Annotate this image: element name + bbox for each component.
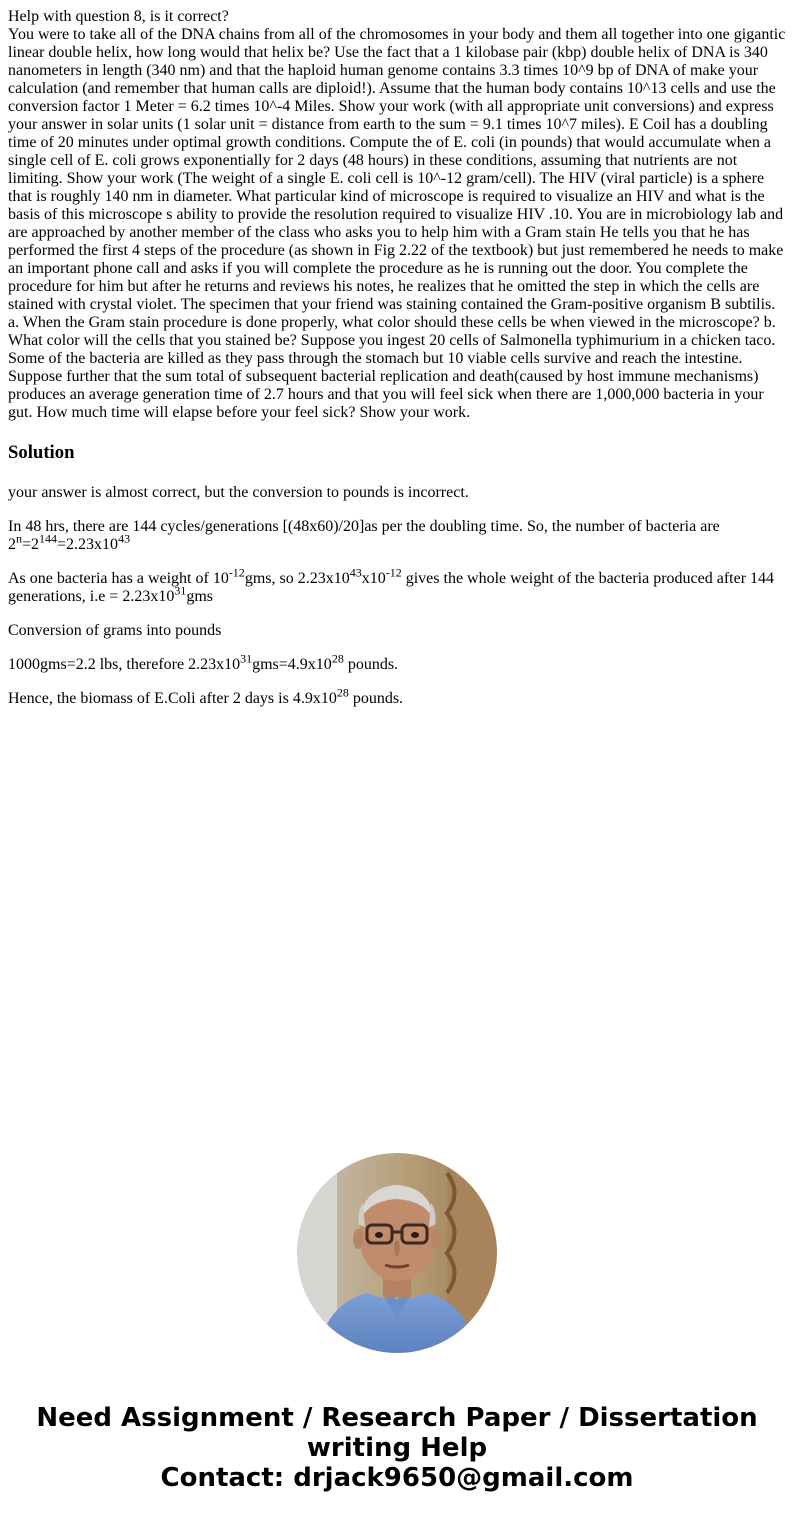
superscript: 31: [174, 583, 187, 598]
solution-heading: Solution: [8, 442, 75, 463]
superscript: 144: [39, 531, 58, 546]
text-segment: Hence, the biomass of E.Coli after 2 days is 4.9x10: [8, 690, 337, 707]
question-block: [8, 8, 786, 422]
solution-paragraph-1: your answer is almost correct, but the conversion to pounds is incorrect.: [8, 484, 469, 501]
promo-line-2: writing Help: [306, 1433, 488, 1463]
text-segment: In 48 hrs, there are 144 cycles/generations [(48x60)/20]as per the doubling time. So, the number of bacteria are 2: [8, 518, 720, 553]
text-segment: =2: [22, 536, 40, 553]
superscript: -12: [228, 565, 245, 580]
text-segment: gives the whole weight of the bacteria produced after 144 generations, i.e = 2.23x10: [8, 570, 775, 605]
text-segment: gms=4.9x10: [252, 656, 332, 673]
superscript: n: [16, 531, 22, 546]
superscript: -12: [385, 565, 402, 580]
question-body: You were to take all of the DNA chains from all of the chromosomes in your body and them all together into one gigantic linear double helix, how long would that helix be? Use the fact that a 1 kilobase pair (kbp) double helix of DNA is 340 nanometers in length (340 nm) and that the haploid human genome contains 3.3 times 10^9 bp of DNA of make your calculation (and remember that human calls are diploid!). Assume that the human body contains 10^13 cells and use the conversion factor 1 Meter = 6.2 times 10^-4 Miles. Show your work (with all appropriate unit conversions) and express your answer in solar units (1 solar unit = distance from earth to the sum = 9.1 times 10^7 miles). E Coil has a doubling time of 20 minutes under optimal growth conditions. Compute the of E. coli (in pounds) that would accumulate when a single cell of E. coli grows exponentially for 2 days (48 hours) in these conditions, assuming that nutrients are not limiting. Show your work (The weight of a single E. coli cell is 10^-12 gram/cell). The HIV (viral particle) is a sphere that is roughly 140 nm in diameter. What particular kind of microscope is required to visualize an HIV and what is the basis of this microscope s ability to provide the resolution required to visualize HIV .10. You are in microbiology lab and are approached by another member of the class who asks you to help him with a Gram stain He tells you that he has performed the first 4 steps of the procedure (as shown in Fig 2.22 of the textbook) but just remembered he needs to make an important phone call and asks if you will complete the procedure as he is running out the door. You complete the procedure for him but after he returns and reviews his notes, he realizes that he omitted the step in which the cells are stained with crystal violet. The specimen that your friend was staining contained the Gram-positive organism B subtilis. a. When the Gram stain procedure is done properly, what color should these cells be when viewed in the microscope? b. What color will the cells that you stained be? Suppose you ingest 20 cells of Salmonella typhimurium in a chicken taco. Some of the bacteria are killed as they pass through the stomach but 10 viable cells survive and reach the intestine. Suppose further that the sum total of subsequent bacterial replication and death(caused by host immune mechanisms) produces an average generation time of 2.7 hours and that you will feel sick when there are 1,000,000 bacteria in your gut. How much time will elapse before your feel sick? Show your work.: [8, 26, 786, 421]
superscript: 43: [118, 531, 131, 546]
author-portrait-image: [297, 1153, 497, 1353]
solution-paragraph-3: [8, 565, 786, 606]
author-avatar: [297, 1153, 497, 1353]
text-segment: gms, so 2.23x10: [244, 570, 350, 587]
text-segment: pounds.: [348, 690, 404, 707]
text-segment: =2.23x10: [57, 536, 119, 553]
superscript: 43: [349, 565, 362, 580]
solution-paragraph-4: Conversion of grams into pounds: [8, 622, 222, 639]
text-segment: gms: [186, 588, 213, 605]
text-segment: As one bacteria has a weight of 10: [8, 570, 229, 587]
solution-paragraph-6: [8, 685, 786, 708]
promo-footer: [0, 1403, 794, 1493]
question-title: Help with question 8, is it correct?: [8, 8, 229, 25]
superscript: 28: [336, 685, 349, 700]
superscript: 28: [331, 651, 344, 666]
solution-paragraph-5: [8, 651, 786, 674]
text-segment: x10: [361, 570, 386, 587]
promo-contact-line: Contact: drjack9650@gmail.com: [160, 1463, 634, 1493]
solution-block: [8, 442, 786, 708]
text-segment: 1000gms=2.2 lbs, therefore 2.23x10: [8, 656, 241, 673]
document-content: [8, 8, 786, 708]
solution-paragraph-2: [8, 518, 786, 554]
superscript: 31: [240, 651, 253, 666]
text-segment: pounds.: [343, 656, 399, 673]
promo-line-1: Need Assignment / Research Paper / Dissertation: [36, 1403, 758, 1433]
